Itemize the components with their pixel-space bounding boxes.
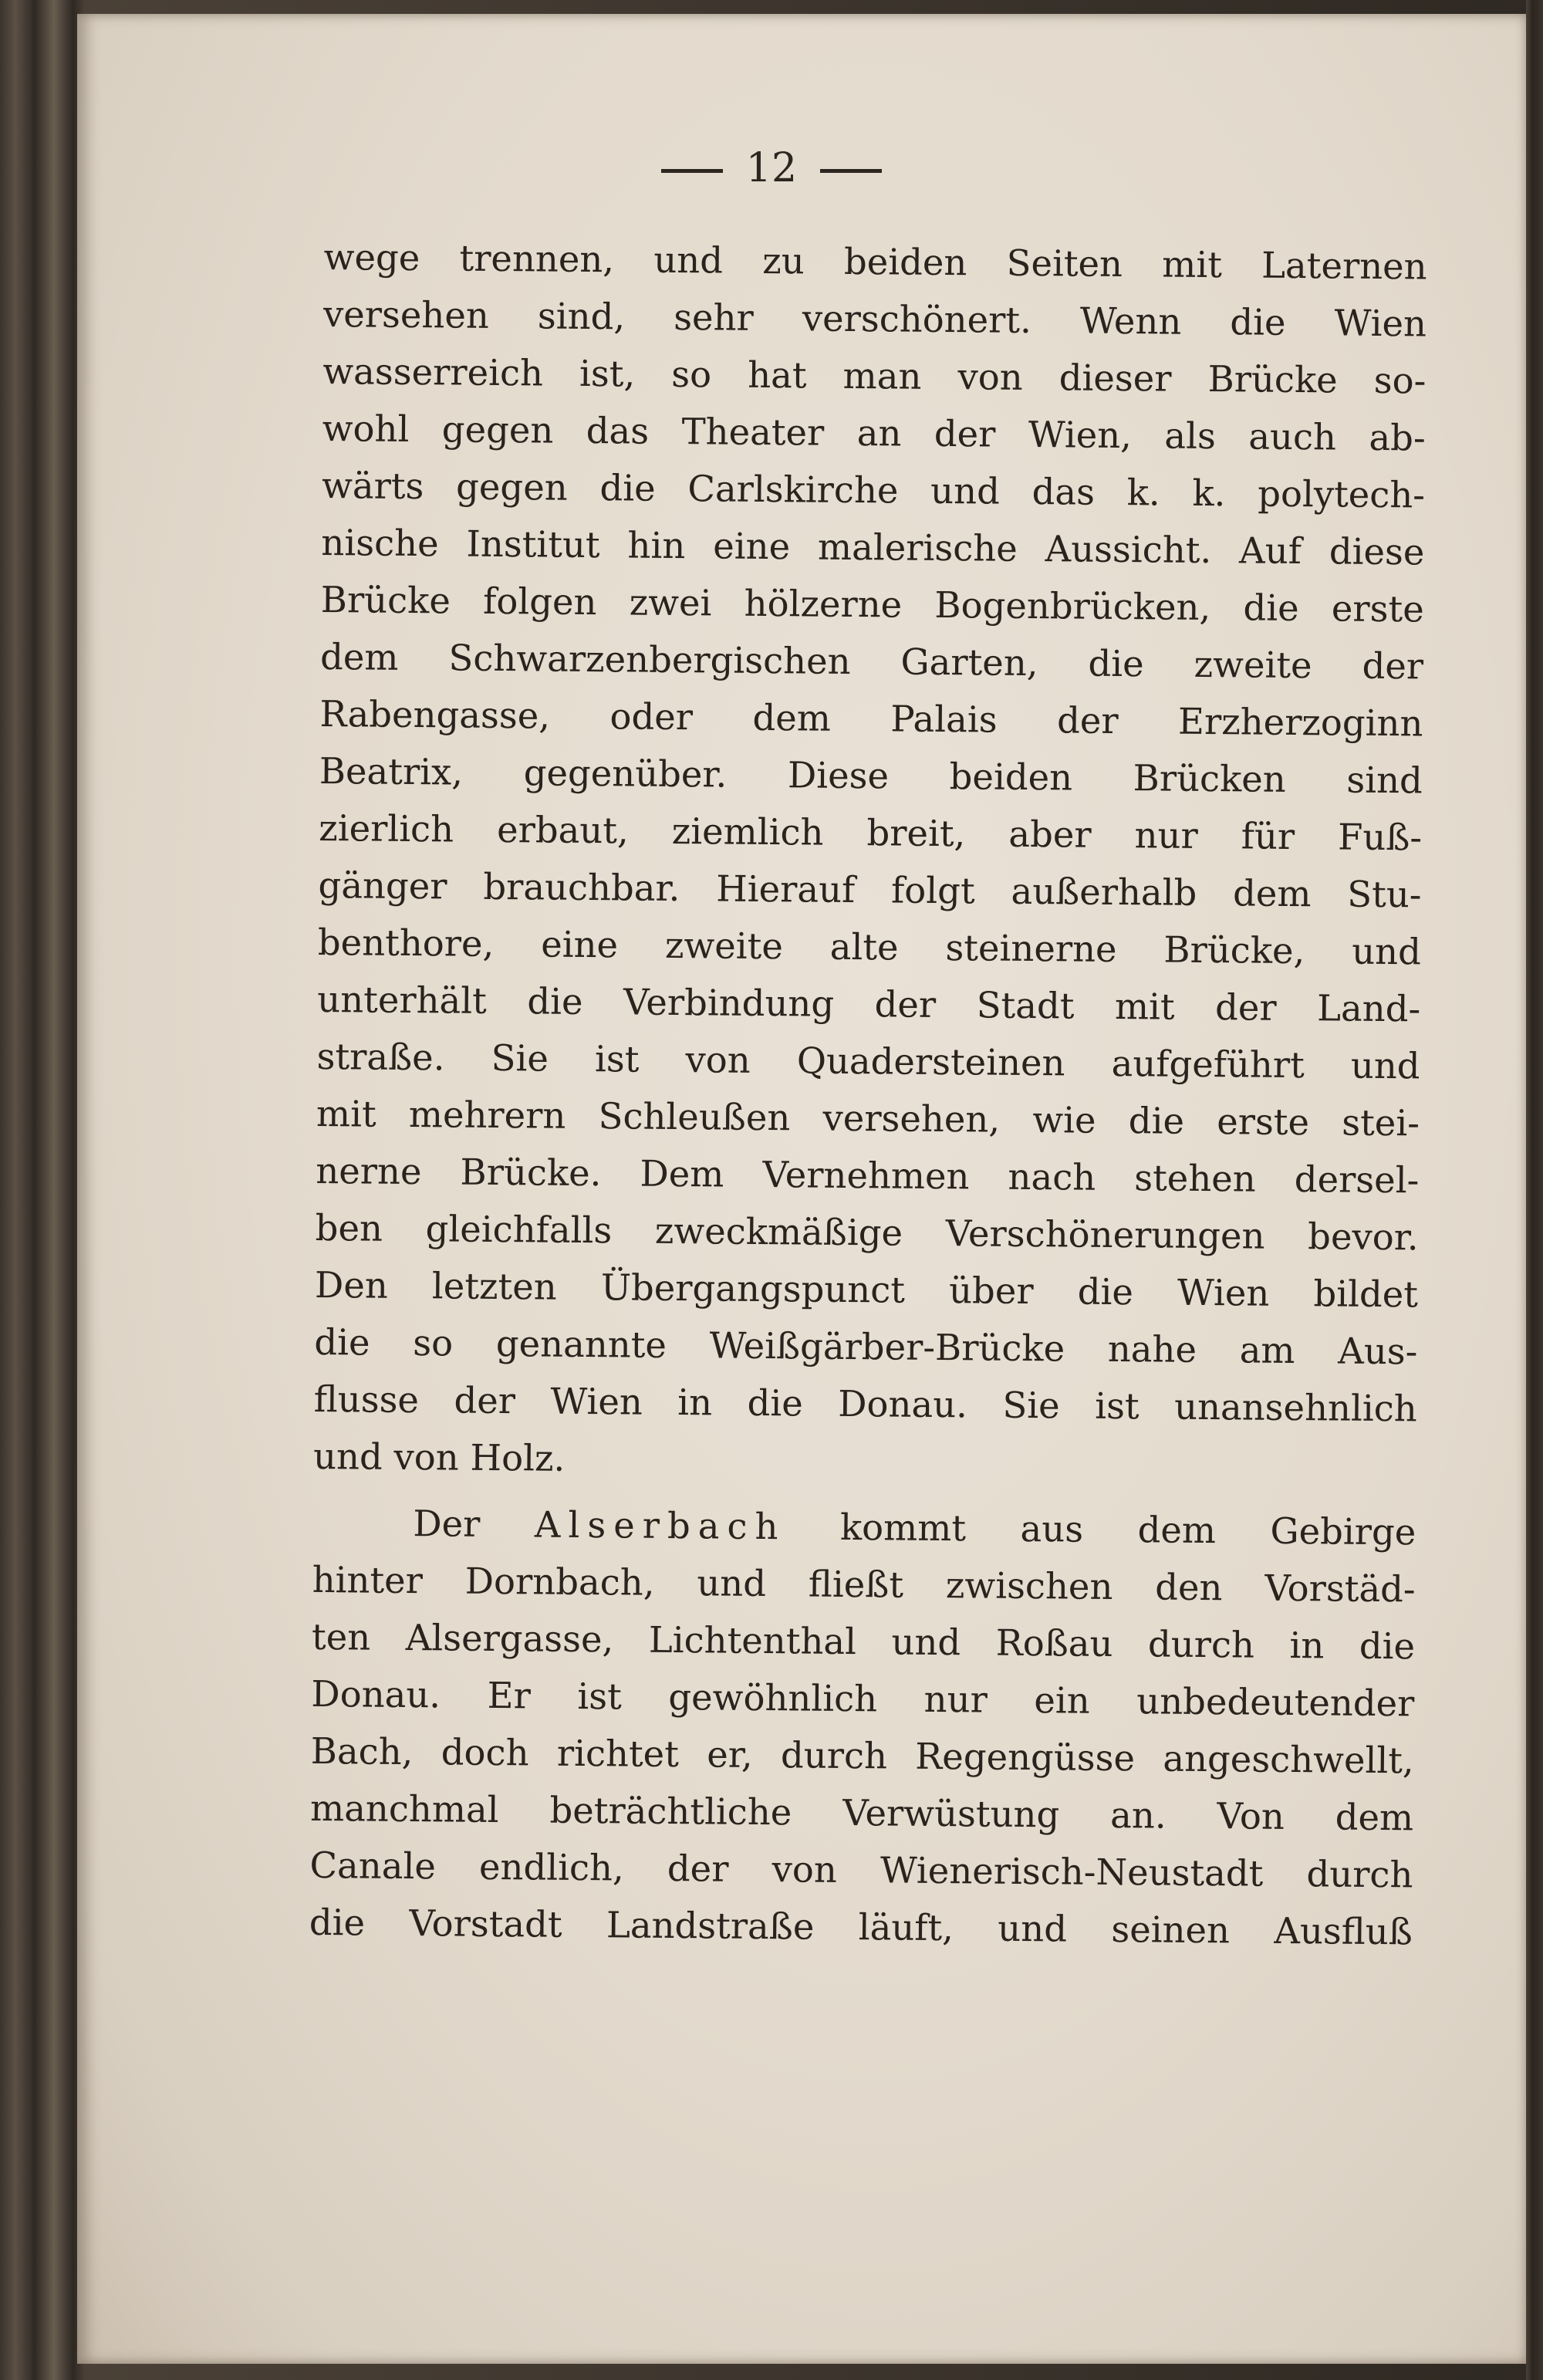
text-line: versehen sind, sehr verschönert. Wenn die Wien <box>322 292 1427 345</box>
text-line: dem Schwarzenbergischen Garten, die zweite der <box>319 635 1424 688</box>
text-line: Beatrix, gegenüber. Diese beiden Brücken sind <box>319 749 1423 802</box>
body-text <box>309 228 1427 1960</box>
text-line-first <box>312 1494 1416 1560</box>
text-line: die Vorstadt Landstraße läuft, und seinen Ausfluß <box>309 1901 1413 1953</box>
text-line: zierlich erbaut, ziemlich breit, aber nur für Fuß- <box>318 806 1423 859</box>
first-line-prefix: Der <box>413 1503 481 1545</box>
text-line: benthore, eine zweite alte steinerne Brücke, und <box>317 921 1422 973</box>
text-line: gänger brauchbar. Hierauf folgt außerhalb dem Stu- <box>318 864 1422 916</box>
text-line: Den letzten Übergangspunct über die Wien bildet <box>314 1263 1419 1316</box>
text-line: ten Alsergasse, Lichtenthal und Roßau durch in die <box>311 1615 1416 1668</box>
text-line: manchmal beträchtliche Verwüstung an. Von dem <box>309 1787 1414 1839</box>
text-line: die so genannte Weißgärber-Brücke nahe am Aus- <box>314 1320 1418 1373</box>
page-number-value: 12 <box>745 145 798 191</box>
page-number <box>0 145 1543 191</box>
book-edge <box>1526 0 1543 2380</box>
text-line: unterhält die Verbindung der Stadt mit der Land- <box>317 978 1421 1030</box>
emphasized-word: Alserbach <box>534 1503 786 1548</box>
text-line: wärts gegen die Carlskirche und das k. k. polytech- <box>321 464 1426 516</box>
text-line: wege trennen, und zu beiden Seiten mit Laternen <box>323 235 1427 288</box>
first-line-suffix: kommt aus dem Gebirge <box>839 1506 1416 1553</box>
text-line: und von Holz. <box>312 1435 566 1479</box>
page-number-dash-left <box>661 169 723 173</box>
text-line: flusse der Wien in die Donau. Sie ist unansehnlich <box>313 1378 1417 1430</box>
text-line: wohl gegen das Theater an der Wien, als auch ab- <box>322 407 1426 459</box>
text-line: mit mehrern Schleußen versehen, wie die erste stei- <box>316 1092 1420 1144</box>
text-line: Donau. Er ist gewöhnlich nur ein unbedeutender <box>311 1672 1415 1725</box>
text-line: Canale endlich, der von Wienerisch-Neustadt durch <box>309 1844 1413 1896</box>
text-line: Bach, doch richtet er, durch Regengüsse angeschwellt, <box>310 1729 1414 1782</box>
paragraph-2 <box>309 1494 1416 1960</box>
page-number-dash-right <box>820 169 882 173</box>
text-line: ben gleichfalls zweckmäßige Verschönerungen bevor. <box>315 1206 1419 1259</box>
paragraph-1 <box>313 228 1427 1494</box>
text-line: Rabengasse, oder dem Palais der Erzherzoginn <box>319 692 1423 745</box>
text-line: wasserreich ist, so hat man von dieser Brücke so- <box>322 350 1427 402</box>
text-line: nerne Brücke. Dem Vernehmen nach stehen dersel- <box>316 1149 1420 1202</box>
text-line: straße. Sie ist von Quadersteinen aufgeführt und <box>316 1035 1420 1087</box>
text-line: nische Institut hin eine malerische Aussicht. Auf diese <box>321 521 1425 573</box>
text-line: Brücke folgen zwei hölzerne Bogenbrücken, die erste <box>320 578 1424 630</box>
text-line: hinter Dornbach, und fließt zwischen den Vorstäd- <box>312 1558 1416 1611</box>
